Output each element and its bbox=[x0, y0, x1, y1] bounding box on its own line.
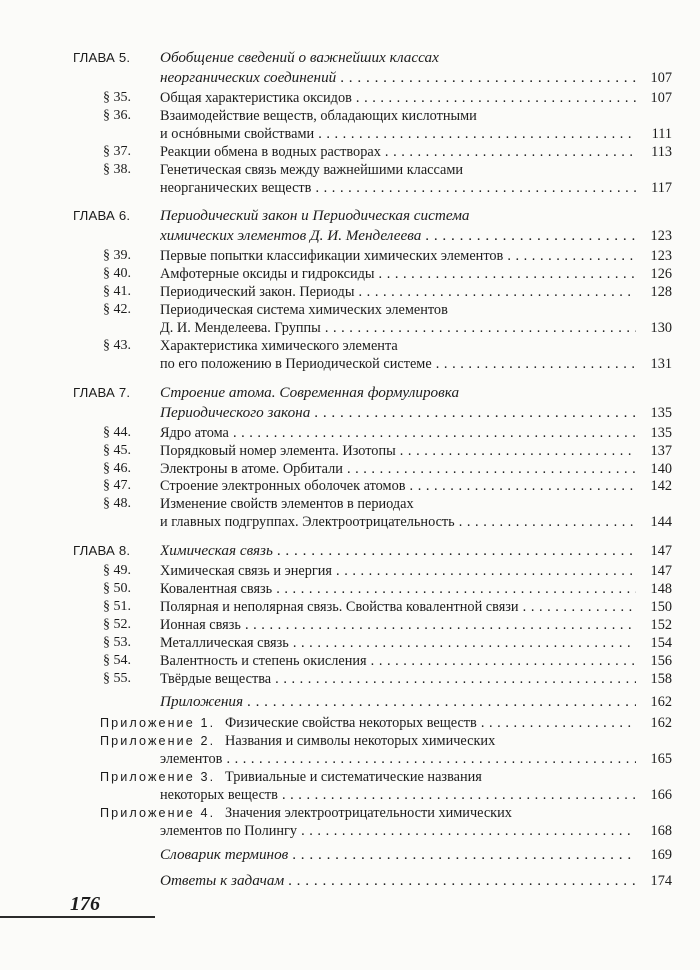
page-ref[interactable]: 135 bbox=[636, 424, 672, 442]
toc-row bbox=[0, 460, 700, 478]
toc-row bbox=[0, 598, 700, 616]
toc-row bbox=[0, 179, 700, 197]
entry-title-line[interactable]: Полярная и неполярная связь. Свойства ковалентной связи . . . bbox=[160, 598, 636, 616]
section-number: § 45. bbox=[103, 442, 131, 458]
entry-title-line[interactable]: Периодический закон. Периоды . . . bbox=[160, 283, 636, 301]
footer-rule bbox=[0, 916, 155, 918]
toc-row bbox=[0, 125, 700, 143]
toc-row bbox=[0, 652, 700, 670]
appendix-label: Приложение 1. bbox=[100, 716, 216, 731]
entry-title-line[interactable]: Названия и символы некоторых химических bbox=[225, 733, 496, 750]
page-ref[interactable]: 142 bbox=[636, 477, 672, 495]
toc-row bbox=[0, 768, 700, 786]
entry-title-line[interactable]: Периодического закона . . . bbox=[160, 404, 636, 422]
section-number: § 39. bbox=[103, 248, 131, 264]
toc-row bbox=[0, 404, 700, 422]
toc-row bbox=[0, 384, 700, 402]
page-ref[interactable]: 156 bbox=[636, 652, 672, 670]
section-number: § 53. bbox=[103, 634, 131, 650]
appendix-label: Приложение 4. bbox=[100, 805, 216, 820]
toc-row bbox=[0, 562, 700, 580]
toc-row bbox=[0, 750, 700, 768]
entry-title-line[interactable]: Ответы к задачам . . . bbox=[160, 872, 636, 890]
page-ref[interactable]: 140 bbox=[636, 460, 672, 478]
toc-row bbox=[0, 822, 700, 840]
section-number: § 36. bbox=[103, 107, 131, 123]
section-number: § 35. bbox=[103, 90, 131, 105]
entry-title-line[interactable]: Физические свойства некоторых веществ . . . bbox=[225, 714, 636, 732]
section-number: § 43. bbox=[103, 337, 131, 353]
page-ref[interactable]: 117 bbox=[636, 179, 672, 197]
entry-title-line[interactable]: Изменение свойств элементов в периодах bbox=[160, 496, 414, 513]
entry-title-line[interactable]: Тривиальные и систематические названия bbox=[225, 769, 482, 786]
chapter-label: ГЛАВА 5. bbox=[73, 50, 131, 65]
page-ref[interactable]: 147 bbox=[636, 542, 672, 560]
page-ref[interactable]: 135 bbox=[636, 404, 672, 422]
entry-title-line[interactable]: Электроны в атоме. Орбитали . . . bbox=[160, 460, 636, 478]
entry-title-line[interactable]: Амфотерные оксиды и гидроксиды . . . bbox=[160, 265, 636, 283]
entry-title-line[interactable]: Химическая связь и энергия . . . bbox=[160, 562, 636, 580]
entry-title-line[interactable]: Периодический закон и Периодическая система bbox=[160, 207, 470, 225]
section-number: § 55. bbox=[103, 670, 131, 686]
entry-title-line[interactable]: и главных подгруппах. Электроотрицательность . . . bbox=[160, 513, 636, 531]
entry-title-line[interactable]: Значения электроотрицательности химических bbox=[225, 804, 512, 821]
toc-row bbox=[0, 355, 700, 373]
toc-row bbox=[0, 634, 700, 652]
entry-title-line[interactable]: Строение электронных оболочек атомов . . . bbox=[160, 477, 636, 495]
toc-row bbox=[0, 670, 700, 688]
page-ref[interactable]: 123 bbox=[636, 227, 672, 245]
entry-title-line[interactable]: Обобщение сведений о важнейших классах bbox=[160, 49, 439, 66]
toc-row bbox=[0, 301, 700, 319]
entry-title-line[interactable]: Ядро атома . . . bbox=[160, 424, 636, 442]
entry-title-line[interactable]: некоторых веществ . . . bbox=[160, 786, 636, 804]
entry-title-line[interactable]: Реакции обмена в водных растворах . . . bbox=[160, 143, 636, 161]
page-ref[interactable]: 162 bbox=[636, 714, 672, 732]
toc-row bbox=[0, 143, 700, 161]
toc-row bbox=[0, 283, 700, 301]
entry-title-line[interactable]: Приложения . . . bbox=[160, 693, 636, 711]
entry-title-line[interactable]: Взаимодействие веществ, обладающих кислотными bbox=[160, 107, 477, 124]
page-ref[interactable]: 113 bbox=[636, 143, 672, 161]
section-number: § 44. bbox=[103, 424, 131, 440]
page-ref[interactable]: 174 bbox=[636, 872, 672, 890]
entry-title-line[interactable]: Словарик терминов . . . bbox=[160, 846, 636, 864]
toc-row bbox=[0, 161, 700, 179]
section-number: § 41. bbox=[103, 284, 131, 300]
entry-title-line[interactable]: по его положению в Периодической системе . . . bbox=[160, 355, 636, 373]
entry-title-line[interactable]: неорганических соединений . . . bbox=[160, 69, 636, 87]
section-number: § 51. bbox=[103, 598, 131, 614]
toc-row bbox=[0, 513, 700, 531]
page-ref[interactable]: 144 bbox=[636, 513, 672, 531]
toc-row bbox=[0, 69, 700, 87]
page-ref[interactable]: 152 bbox=[636, 616, 672, 634]
chapter-label: ГЛАВА 6. bbox=[73, 208, 131, 224]
page-ref[interactable]: 123 bbox=[636, 247, 672, 265]
appendix-label: Приложение 2. bbox=[100, 734, 216, 749]
page-ref[interactable]: 162 bbox=[636, 693, 672, 711]
toc-row bbox=[0, 319, 700, 337]
toc-row bbox=[0, 732, 700, 750]
toc-row bbox=[0, 477, 700, 495]
entry-title-line[interactable]: Общая характеристика оксидов . . . bbox=[160, 89, 636, 107]
toc-row bbox=[0, 872, 700, 890]
toc-row bbox=[0, 337, 700, 355]
appendix-label: Приложение 3. bbox=[100, 770, 216, 785]
toc-row bbox=[0, 89, 700, 107]
page-ref[interactable]: 166 bbox=[636, 786, 672, 804]
toc-row bbox=[0, 714, 700, 732]
section-number: § 52. bbox=[103, 616, 131, 632]
page-ref[interactable]: 111 bbox=[636, 125, 672, 143]
page-ref[interactable]: 148 bbox=[636, 580, 672, 598]
toc-row bbox=[0, 227, 700, 245]
entry-title-line[interactable]: Порядковый номер элемента. Изотопы . . . bbox=[160, 442, 636, 460]
entry-title-line[interactable]: Ионная связь . . . bbox=[160, 616, 636, 634]
entry-title-line[interactable]: Ковалентная связь . . . bbox=[160, 580, 636, 598]
entry-title-line[interactable]: элементов по Полингу . . . bbox=[160, 822, 636, 840]
chapter-label: ГЛАВА 7. bbox=[73, 384, 131, 400]
toc-row bbox=[0, 542, 700, 560]
page-ref[interactable]: 107 bbox=[636, 89, 672, 107]
toc-row bbox=[0, 786, 700, 804]
entry-title-line[interactable]: Химическая связь . . . bbox=[160, 542, 636, 560]
entry-title-line[interactable]: неорганических веществ . . . bbox=[160, 179, 636, 197]
page-ref[interactable]: 128 bbox=[636, 283, 672, 301]
section-number: § 40. bbox=[103, 266, 131, 282]
page-ref[interactable]: 126 bbox=[636, 265, 672, 283]
toc-row bbox=[0, 424, 700, 442]
toc-row bbox=[0, 616, 700, 634]
toc-row bbox=[0, 107, 700, 125]
section-number: § 47. bbox=[103, 478, 131, 494]
toc-row bbox=[0, 49, 700, 67]
toc-row bbox=[0, 846, 700, 864]
entry-title-line[interactable]: и оснóвными свойствами . . . bbox=[160, 125, 636, 143]
entry-title-line[interactable]: Генетическая связь между важнейшими классами bbox=[160, 161, 464, 178]
page-ref[interactable]: 168 bbox=[636, 822, 672, 840]
page-ref[interactable]: 150 bbox=[636, 598, 672, 616]
page-ref[interactable]: 137 bbox=[636, 442, 672, 460]
entry-title-line[interactable]: Твёрдые вещества . . . bbox=[160, 670, 636, 688]
page-ref[interactable]: 154 bbox=[636, 634, 672, 652]
entry-title-line[interactable]: Д. И. Менделеева. Группы . . . bbox=[160, 319, 636, 337]
entry-title-line[interactable]: химических элементов Д. И. Менделеева . . . bbox=[160, 227, 636, 245]
section-number: § 50. bbox=[103, 581, 131, 596]
page-ref[interactable]: 165 bbox=[636, 750, 672, 768]
toc-row bbox=[0, 247, 700, 265]
page-ref[interactable]: 169 bbox=[636, 846, 672, 864]
section-number: § 54. bbox=[103, 652, 131, 668]
entry-title-line[interactable]: элементов . . . bbox=[160, 750, 636, 768]
toc-row bbox=[0, 804, 700, 822]
toc-row bbox=[0, 580, 700, 598]
section-number: § 46. bbox=[103, 460, 131, 476]
toc-row bbox=[0, 693, 700, 711]
entry-title-line[interactable]: Периодическая система химических элементов bbox=[160, 302, 448, 319]
toc-row bbox=[0, 207, 700, 225]
section-number: § 49. bbox=[103, 563, 131, 579]
page-ref[interactable]: 158 bbox=[636, 670, 672, 688]
entry-title-line[interactable]: Строение атома. Современная формулировка bbox=[160, 383, 460, 401]
section-number: § 48. bbox=[103, 496, 131, 512]
entry-title-line[interactable]: Металлическая связь . . . bbox=[160, 634, 636, 652]
section-number: § 37. bbox=[103, 143, 131, 159]
toc-row bbox=[0, 495, 700, 513]
toc-row bbox=[0, 265, 700, 283]
page-number: 176 bbox=[70, 893, 100, 915]
section-number: § 42. bbox=[103, 302, 131, 318]
section-number: § 38. bbox=[103, 161, 131, 177]
entry-title-line[interactable]: Первые попытки классификации химических элементов . . . bbox=[160, 247, 636, 265]
page-ref[interactable]: 131 bbox=[636, 355, 672, 373]
page-ref[interactable]: 147 bbox=[636, 562, 672, 580]
entry-title-line[interactable]: Характеристика химического элемента bbox=[160, 337, 398, 354]
toc-row bbox=[0, 442, 700, 460]
entry-title-line[interactable]: Валентность и степень окисления . . . bbox=[160, 652, 636, 670]
chapter-label: ГЛАВА 8. bbox=[73, 543, 131, 559]
page-ref[interactable]: 130 bbox=[636, 319, 672, 337]
page-ref[interactable]: 107 bbox=[636, 69, 672, 87]
